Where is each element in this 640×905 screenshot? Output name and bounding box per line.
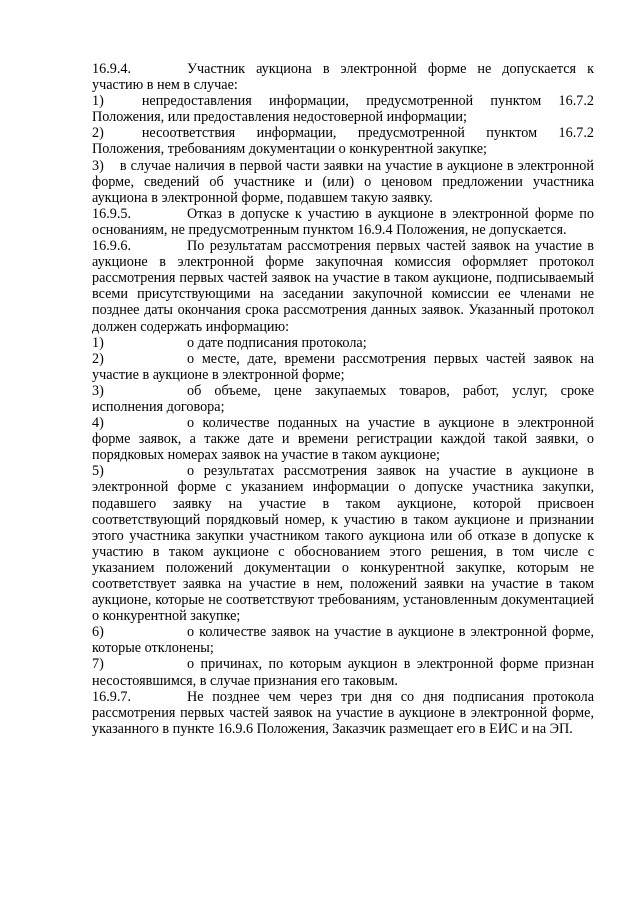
list-item-text: о количестве заявок на участие в аукционе в электронной форме, которые отклонены;: [92, 624, 594, 657]
list-item-number: 2): [92, 350, 104, 367]
paragraph-number: 16.9.6.: [92, 238, 132, 255]
list-item-2: [92, 351, 594, 383]
list-item-3: [92, 383, 594, 415]
list-item-number: 1): [92, 93, 104, 110]
list-item-number: 2): [92, 125, 104, 142]
list-item-text: о месте, дате, времени рассмотрения первых частей заявок на участие в аукционе в электронной форме;: [92, 350, 594, 383]
document-page: [92, 61, 594, 737]
list-item-text: несоответствия информации, предусмотренной пунктом 16.7.2 Положения, требованиям документации о конкурентной закупке;: [92, 125, 594, 158]
list-item-number: 1): [92, 334, 104, 351]
paragraph-16-9-4: [92, 61, 594, 93]
list-item-text: об объеме, цене закупаемых товаров, работ, услуг, сроке исполнения договора;: [92, 382, 594, 415]
list-item-4: [92, 415, 594, 463]
list-item-1: [92, 335, 594, 351]
paragraph-16-9-7: [92, 689, 594, 737]
list-item-text: о дате подписания протокола;: [187, 334, 367, 351]
list-item-3: [92, 158, 594, 206]
paragraph-text: По результатам рассмотрения первых частей заявок на участие в аукционе в электронной форме закупочная комиссия оформляет протокол рассмотрения первых частей заявок на участие в таком аукционе, подписываемый всеми присутствующими на заседании закупочной комиссии ее членами не позднее даты окончания срока рассмотрения данных заявок. Указанный протокол должен содержать информацию:: [92, 238, 594, 335]
list-item-text: о количестве поданных на участие в аукционе в электронной форме заявок, а также дате и времени регистрации каждой такой заявки, о порядковых номерах заявок на участие в таком аукционе;: [92, 415, 594, 464]
list-item-number: 4): [92, 415, 104, 432]
paragraph-16-9-6: [92, 238, 594, 335]
list-item-text: непредоставления информации, предусмотренной пунктом 16.7.2 Положения, или предоставления недостоверной информации;: [92, 93, 594, 126]
list-item-number: 3): [92, 157, 104, 174]
list-item-text: о причинах, по которым аукцион в электронной форме признан несостоявшимся, в случае признания его таковым.: [92, 656, 594, 689]
paragraph-text: Участник аукциона в электронной форме не допускается к участию в нем в случае:: [92, 61, 594, 94]
paragraph-text: Отказ в допуске к участию в аукционе в электронной форме по основаниям, не предусмотренным пунктом 16.9.4 Положения, не допускается.: [92, 205, 594, 238]
paragraph-number: 16.9.5.: [92, 205, 132, 222]
list-item-number: 5): [92, 463, 104, 480]
list-item-number: 6): [92, 624, 104, 641]
list-item-5: [92, 463, 594, 624]
list-item-7: [92, 656, 594, 688]
paragraph-text: Не позднее чем через три дня со дня подписания протокола рассмотрения первых частей заявок на участие в аукционе в электронной форме, указанного в пункте 16.9.6 Положения, Заказчик размещает его в ЕИС и на ЭП.: [92, 688, 594, 737]
list-item-text: в случае наличия в первой части заявки на участие в аукционе в электронной форме, сведений об участнике и (или) о ценовом предложении участника аукциона в электронной форме, подавшем такую заявку.: [92, 157, 594, 206]
paragraph-number: 16.9.4.: [92, 61, 132, 77]
paragraph-number: 16.9.7.: [92, 688, 132, 705]
list-item-text: о результатах рассмотрения заявок на участие в аукционе в электронной форме с указанием информации о допуске участника закупки, подавшего заявку на участие в таком аукционе, которой присвоен соответствующий порядковый номер, к участию в таком аукционе и признании этого участника закупки участником такого аукциона или об отказе в допуске к участию в таком аукционе с обоснованием этого решения, в том числе с указанием положений документации о конкурентной закупке, которым не соответствует заявка на участие в нем, положений заявки на участие в таком аукционе, которые не соответствуют требованиям, установленным документацией о конкурентной закупке;: [92, 463, 594, 625]
list-item-6: [92, 624, 594, 656]
paragraph-16-9-5: [92, 206, 594, 238]
list-item-number: 3): [92, 382, 104, 399]
list-item-1: [92, 93, 594, 125]
list-item-number: 7): [92, 656, 104, 673]
list-item-2: [92, 125, 594, 157]
